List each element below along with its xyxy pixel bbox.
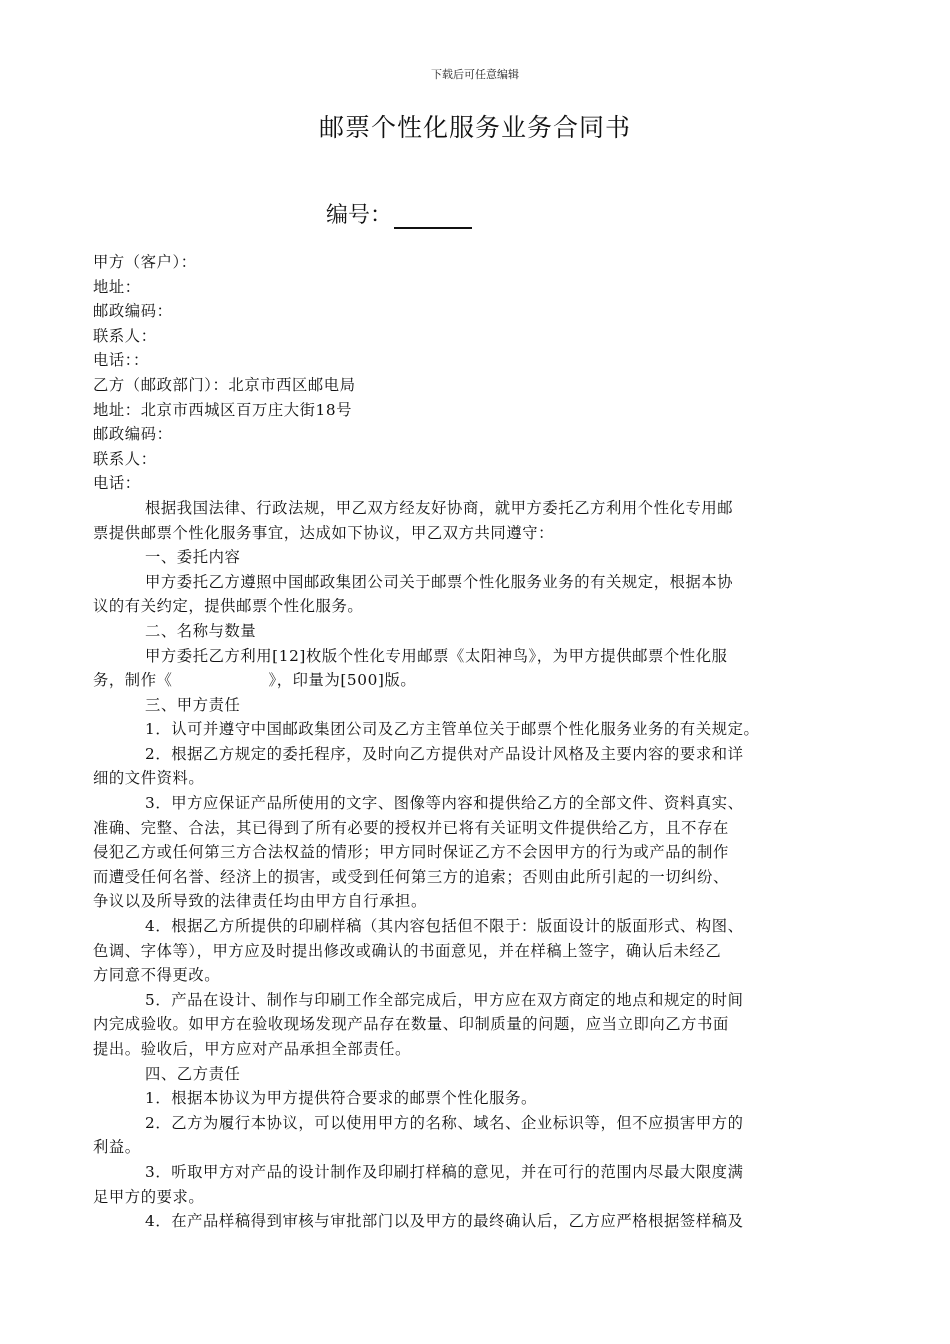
party-b-postcode: 邮政编码： xyxy=(93,425,173,444)
clause-line: 2．根据乙方规定的委托程序，及时向乙方提供对产品设计风格及主要内容的要求和详 xyxy=(145,744,744,763)
contract-body xyxy=(93,250,863,1234)
contract-number-label: 编号： xyxy=(326,203,393,228)
party-a-contact: 联系人： xyxy=(93,326,157,345)
clause-line: 内完成验收。如甲方在验收现场发现产品存在数量、印制质量的问题，应当立即向乙方书面 xyxy=(93,1015,729,1034)
section-text-line: 议的有关约定，提供邮票个性化服务。 xyxy=(93,597,364,616)
clause-line: 准确、完整、合法，其已得到了所有必要的授权并已将有关证明文件提供给乙方，且不存在 xyxy=(93,818,729,837)
product-name-prefix: 务，制作《 xyxy=(93,671,173,690)
clause-line: 4．根据乙方所提供的印刷样稿（其内容包括但不限于：版面设计的版面形式、构图、 xyxy=(145,917,744,936)
party-a-line: 甲方（客户）： xyxy=(93,253,197,271)
preamble-line: 票提供邮票个性化服务事宜，达成如下协议，甲乙双方共同遵守： xyxy=(93,523,555,542)
clause-line: 1．根据本协议为甲方提供符合要求的邮票个性化服务。 xyxy=(145,1089,537,1108)
contract-number-blank xyxy=(394,205,472,229)
party-b-address: 地址：北京市西城区百万庄大街18号 xyxy=(93,400,353,419)
clause-line: 1．认可并遵守中国邮政集团公司及乙方主管单位关于邮票个性化服务业务的有关规定。 xyxy=(145,720,760,739)
party-a-postcode: 邮政编码： xyxy=(93,302,173,321)
party-a-phone: 电话：： xyxy=(93,351,149,370)
party-b-contact: 联系人： xyxy=(93,449,157,468)
clause-line: 细的文件资料。 xyxy=(93,769,205,788)
section-heading: 三、甲方责任 xyxy=(145,695,241,714)
clause-line: 3．听取甲方对产品的设计制作及印刷打样稿的意见，并在可行的范围内尽最大限度满 xyxy=(145,1162,744,1181)
preamble-line: 根据我国法律、行政法规，甲乙双方经友好协商，就甲方委托乙方利用个性化专用邮 xyxy=(145,498,734,517)
clause-line: 足甲方的要求。 xyxy=(93,1187,205,1206)
section-text-line: 甲方委托乙方利用[12]枚版个性化专用邮票《太阳神鸟》，为甲方提供邮票个性化服 xyxy=(145,646,728,665)
clause-line: 4．在产品样稿得到审核与审批部门以及甲方的最终确认后，乙方应严格根据签样稿及 xyxy=(145,1212,744,1231)
clause-line: 利益。 xyxy=(93,1138,141,1157)
section-heading: 四、乙方责任 xyxy=(145,1064,241,1083)
section-heading: 一、委托内容 xyxy=(145,548,241,567)
product-name-suffix: 》，印量为[500]版。 xyxy=(268,671,417,690)
contract-number-line xyxy=(326,198,472,229)
clause-line: 2．乙方为履行本协议，可以使用甲方的名称、域名、企业标识等，但不应损害甲方的 xyxy=(145,1113,744,1132)
clause-line: 5．产品在设计、制作与印刷工作全部完成后，甲方应在双方商定的地点和规定的时间 xyxy=(145,990,744,1009)
document-title: 邮票个性化服务业务合同书 xyxy=(318,113,631,142)
clause-line: 争议以及所导致的法律责任均由甲方自行承担。 xyxy=(93,892,427,911)
clause-line: 提出。验收后，甲方应对产品承担全部责任。 xyxy=(93,1040,411,1058)
party-b-line: 乙方（邮政部门）：北京市西区邮电局 xyxy=(93,375,356,394)
party-a-address: 地址： xyxy=(93,277,141,296)
section-text-line: 甲方委托乙方遵照中国邮政集团公司关于邮票个性化服务业务的有关规定，根据本协 xyxy=(145,572,734,591)
section-heading: 二、名称与数量 xyxy=(145,621,257,640)
clause-line: 色调、字体等），甲方应及时提出修改或确认的书面意见，并在样稿上签字，确认后未经乙 xyxy=(93,941,722,960)
header-note: 下载后可任意编辑 xyxy=(431,68,519,81)
clause-line: 侵犯乙方或任何第三方合法权益的情形；甲方同时保证乙方不会因甲方的行为或产品的制作 xyxy=(93,843,729,862)
clause-line: 而遭受任何名誉、经济上的损害，或受到任何第三方的追索；否则由此所引起的一切纠纷、 xyxy=(93,867,729,886)
section-text-line xyxy=(93,668,863,693)
clause-line: 3．甲方应保证产品所使用的文字、图像等内容和提供给乙方的全部文件、资料真实、 xyxy=(145,794,744,813)
party-b-phone: 电话： xyxy=(93,474,141,493)
clause-line: 方同意不得更改。 xyxy=(93,966,221,985)
